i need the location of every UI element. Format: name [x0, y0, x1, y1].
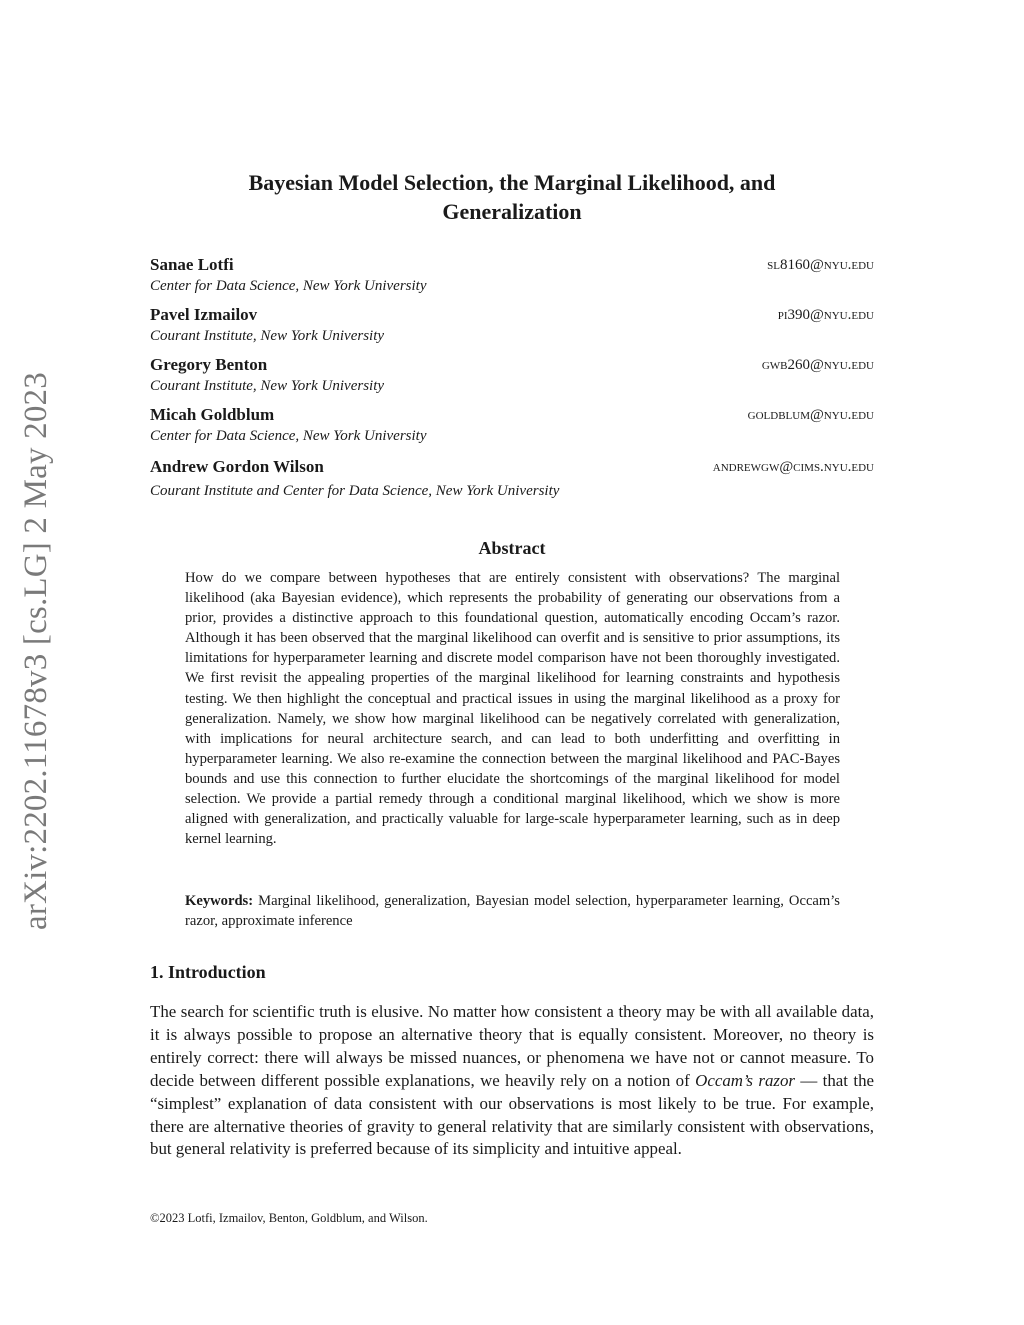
- author-affiliation: Courant Institute and Center for Data Science, New York University: [150, 483, 560, 499]
- intro-text-part-1: The search for scientific truth is elusive. No matter how consistent a theory may be with all available data, it is always possible to propose an alternative theory that is equally consistent. Moreover, no theory is entirely correct: there will always be missed nuances, or phenomena we have not or cannot measure. To decide between different possible explanations, we heavily rely on a notion of: [150, 1002, 874, 1090]
- author-email[interactable]: gwb260@nyu.edu: [761, 357, 874, 373]
- keywords-text: Marginal likelihood, generalization, Bayesian model selection, hyperparameter learning, Occam’s razor, approximate inference: [185, 893, 840, 930]
- author-name: Pavel Izmailov: [150, 305, 258, 324]
- author-affiliation: Courant Institute, New York University: [150, 328, 385, 344]
- paper-title: [150, 168, 874, 226]
- author-block: [150, 254, 874, 296]
- intro-italic-term: Occam’s razor: [695, 1070, 795, 1090]
- author-affiliation: Center for Data Science, New York University: [150, 278, 427, 294]
- title-line-2: Generalization: [442, 199, 582, 224]
- keywords: [185, 891, 840, 931]
- author-block: [150, 354, 874, 396]
- author-name: Gregory Benton: [150, 355, 268, 374]
- keywords-label: Keywords:: [185, 893, 254, 909]
- author-name: Andrew Gordon Wilson: [150, 457, 324, 476]
- author-name: Sanae Lotfi: [150, 255, 234, 274]
- author-block: [150, 456, 874, 501]
- section-heading-introduction: 1. Introduction: [150, 962, 266, 982]
- introduction-paragraph: [150, 1001, 874, 1161]
- author-block: [150, 404, 874, 446]
- author-email[interactable]: andrewgw@cims.nyu.edu: [712, 459, 874, 475]
- abstract-heading: Abstract: [478, 538, 546, 558]
- abstract-text: How do we compare between hypotheses that are entirely consistent with observations? The marginal likelihood (aka Bayesian evidence), which represents the probability of generating our observations from a prior, provides a distinctive approach to this foundational question, automatically encoding Occam’s razor. Although it has been observed that the marginal likelihood can overfit and is sensitive to prior assumptions, its limitations for hyperparameter learning and discrete model comparison have not been thoroughly investigated. We first revisit the appealing properties of the marginal likelihood for learning constraints and hypothesis testing. We then highlight the conceptual and practical issues in using the marginal likelihood as a proxy for generalization. Namely, we show how marginal likelihood can be negatively correlated with generalization, with implications for neural architecture search, and can lead to both underfitting and overfitting in hyperparameter learning. We also re-examine the connection between the marginal likelihood and PAC-Bayes bounds and use this connection to further elucidate the shortcomings of the marginal likelihood for model selection. We provide a partial remedy through a conditional marginal likelihood, which we show is more aligned with generalization, and practically valuable for large-scale hyperparameter learning, such as in deep kernel learning.: [185, 570, 840, 848]
- copyright-notice: ©2023 Lotfi, Izmailov, Benton, Goldblum, and Wilson.: [150, 1211, 428, 1225]
- intro-text-part-2: — that the “simplest” explanation of data consistent with our observations is most likely to be true. For example, there are alternative theories of gravity to general relativity that are similarly consistent with observations, but general relativity is preferred because of its simplicity and intuitive appeal.: [150, 1070, 875, 1159]
- author-email[interactable]: sl8160@nyu.edu: [767, 257, 874, 273]
- author-name: Micah Goldblum: [150, 405, 275, 424]
- author-affiliation: Center for Data Science, New York University: [150, 428, 427, 444]
- author-block: [150, 304, 874, 346]
- arxiv-identifier-stamp: arXiv:2202.11678v3 [cs.LG] 2 May 2023: [18, 372, 54, 930]
- author-email[interactable]: pi390@nyu.edu: [777, 307, 874, 323]
- author-affiliation: Courant Institute, New York University: [150, 378, 385, 394]
- title-line-1: Bayesian Model Selection, the Marginal Likelihood, and: [248, 170, 776, 195]
- author-email[interactable]: goldblum@nyu.edu: [747, 407, 874, 423]
